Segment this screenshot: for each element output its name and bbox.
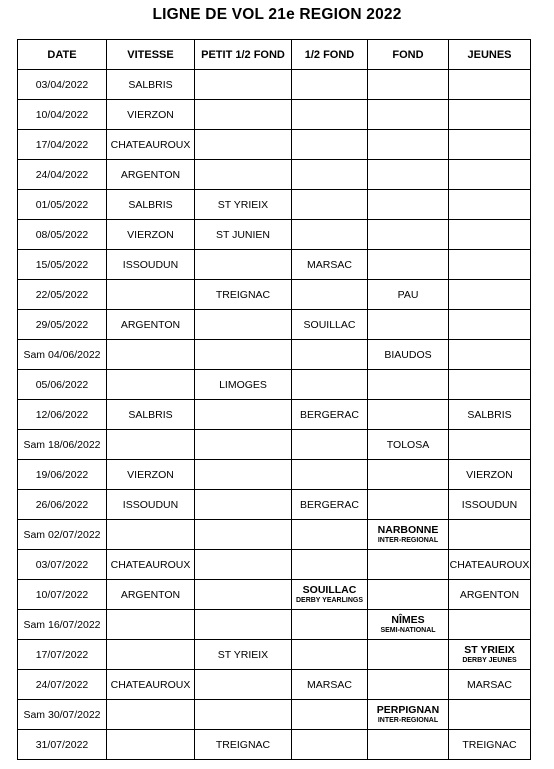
date-cell: Sam 02/07/2022 [18,520,107,550]
fond-cell [368,220,449,250]
vitesse-cell: CHATEAUROUX [107,670,195,700]
petit-demi-fond-cell [195,490,292,520]
demi-fond-cell: MARSAC [292,250,368,280]
jeunes-cell [449,70,531,100]
venue-name: PERPIGNAN [376,704,440,716]
demi-fond-cell [292,460,368,490]
column-header-date: DATE [18,40,107,70]
vitesse-cell [107,700,195,730]
demi-fond-cell [292,430,368,460]
jeunes-cell: CHATEAUROUX [449,550,531,580]
fond-cell [368,490,449,520]
jeunes-cell [449,190,531,220]
jeunes-cell [449,220,531,250]
date-cell: 29/05/2022 [18,310,107,340]
race-type-note: INTER-REGIONAL [377,537,439,544]
petit-demi-fond-cell: ST YRIEIX [195,640,292,670]
date-cell: Sam 18/06/2022 [18,430,107,460]
table-row [18,520,531,550]
column-header-jeunes: JEUNES [449,40,531,70]
venue-name: NARBONNE [377,524,439,536]
demi-fond-cell: BERGERAC [292,400,368,430]
column-header-petit-demi-fond: PETIT 1/2 FOND [195,40,292,70]
table-row [18,220,531,250]
vitesse-cell: ISSOUDUN [107,250,195,280]
date-cell: 10/04/2022 [18,100,107,130]
schedule-body [18,70,531,760]
demi-fond-cell [292,370,368,400]
demi-fond-cell [292,700,368,730]
jeunes-cell [449,520,531,550]
table-row [18,490,531,520]
petit-demi-fond-cell: TREIGNAC [195,730,292,760]
jeunes-cell [449,430,531,460]
fond-cell [368,160,449,190]
table-row [18,580,531,610]
fond-cell [368,190,449,220]
date-cell: 17/04/2022 [18,130,107,160]
vitesse-cell: CHATEAUROUX [107,130,195,160]
vitesse-cell [107,520,195,550]
jeunes-cell [449,130,531,160]
petit-demi-fond-cell: TREIGNAC [195,280,292,310]
demi-fond-cell [292,70,368,100]
fond-cell [368,460,449,490]
date-cell: 22/05/2022 [18,280,107,310]
fond-cell [368,130,449,160]
fond-cell [368,400,449,430]
date-cell: 17/07/2022 [18,640,107,670]
vitesse-cell: SALBRIS [107,400,195,430]
jeunes-cell [449,640,531,670]
vitesse-cell: ARGENTON [107,160,195,190]
vitesse-cell: VIERZON [107,100,195,130]
vitesse-cell: SALBRIS [107,190,195,220]
demi-fond-cell [292,730,368,760]
vitesse-cell [107,730,195,760]
petit-demi-fond-cell [195,700,292,730]
table-row [18,130,531,160]
table-row [18,370,531,400]
jeunes-cell [449,610,531,640]
demi-fond-cell [292,190,368,220]
table-row [18,70,531,100]
vitesse-cell: CHATEAUROUX [107,550,195,580]
demi-fond-cell [292,550,368,580]
demi-fond-cell [292,520,368,550]
venue-name: ST YRIEIX [464,644,515,656]
demi-fond-cell: SOUILLAC [292,310,368,340]
vitesse-cell: ARGENTON [107,310,195,340]
fond-cell [368,550,449,580]
demi-fond-cell [292,640,368,670]
vitesse-cell [107,640,195,670]
date-cell: 15/05/2022 [18,250,107,280]
venue-name: NÎMES [391,614,425,626]
fond-cell [368,640,449,670]
jeunes-cell [449,160,531,190]
petit-demi-fond-cell [195,460,292,490]
petit-demi-fond-cell [195,430,292,460]
jeunes-cell: ISSOUDUN [449,490,531,520]
fond-cell: TOLOSA [368,430,449,460]
petit-demi-fond-cell: ST YRIEIX [195,190,292,220]
jeunes-cell [449,310,531,340]
petit-demi-fond-cell [195,400,292,430]
table-row [18,160,531,190]
demi-fond-cell [292,280,368,310]
vitesse-cell: ISSOUDUN [107,490,195,520]
jeunes-cell [449,100,531,130]
header-row [18,40,531,70]
column-header-demi-fond: 1/2 FOND [292,40,368,70]
demi-fond-cell [292,130,368,160]
petit-demi-fond-cell [195,70,292,100]
date-cell: 03/07/2022 [18,550,107,580]
table-row [18,430,531,460]
race-type-note: DERBY JEUNES [462,657,517,664]
jeunes-cell: ARGENTON [449,580,531,610]
vitesse-cell: SALBRIS [107,70,195,100]
jeunes-cell [449,370,531,400]
jeunes-cell [449,340,531,370]
fond-cell [368,520,449,550]
petit-demi-fond-cell [195,610,292,640]
demi-fond-cell [292,220,368,250]
date-cell: 08/05/2022 [18,220,107,250]
jeunes-cell [449,280,531,310]
demi-fond-cell [292,100,368,130]
vitesse-cell [107,280,195,310]
fond-cell [368,70,449,100]
vitesse-cell [107,610,195,640]
fond-cell [368,670,449,700]
table-row [18,550,531,580]
table-row [18,190,531,220]
venue-name: SOUILLAC [302,584,357,596]
date-cell: 01/05/2022 [18,190,107,220]
petit-demi-fond-cell [195,670,292,700]
demi-fond-cell [292,340,368,370]
vitesse-cell: ARGENTON [107,580,195,610]
jeunes-cell [449,700,531,730]
petit-demi-fond-cell [195,520,292,550]
column-header-fond: FOND [368,40,449,70]
petit-demi-fond-cell [195,250,292,280]
demi-fond-cell [292,610,368,640]
date-cell: Sam 30/07/2022 [18,700,107,730]
fond-cell [368,610,449,640]
petit-demi-fond-cell [195,550,292,580]
table-row [18,670,531,700]
vitesse-cell [107,430,195,460]
table-row [18,100,531,130]
date-cell: Sam 04/06/2022 [18,340,107,370]
table-row [18,730,531,760]
date-cell: 24/04/2022 [18,160,107,190]
petit-demi-fond-cell [195,580,292,610]
petit-demi-fond-cell [195,310,292,340]
date-cell: 24/07/2022 [18,670,107,700]
column-header-vitesse: VITESSE [107,40,195,70]
petit-demi-fond-cell [195,340,292,370]
vitesse-cell [107,340,195,370]
petit-demi-fond-cell [195,130,292,160]
table-row [18,700,531,730]
flight-schedule-table [17,39,531,760]
date-cell: Sam 16/07/2022 [18,610,107,640]
vitesse-cell: VIERZON [107,460,195,490]
table-row [18,250,531,280]
page-title: LIGNE DE VOL 21e REGION 2022 [152,6,402,23]
petit-demi-fond-cell: LIMOGES [195,370,292,400]
fond-cell [368,730,449,760]
demi-fond-cell [292,160,368,190]
date-cell: 03/04/2022 [18,70,107,100]
table-row [18,460,531,490]
petit-demi-fond-cell [195,160,292,190]
jeunes-cell: SALBRIS [449,400,531,430]
date-cell: 19/06/2022 [18,460,107,490]
vitesse-cell: VIERZON [107,220,195,250]
fond-cell [368,370,449,400]
fond-cell [368,310,449,340]
jeunes-cell: VIERZON [449,460,531,490]
race-type-note: DERBY YEARLINGS [295,597,364,604]
demi-fond-cell [292,580,368,610]
jeunes-cell [449,250,531,280]
fond-cell [368,100,449,130]
date-cell: 26/06/2022 [18,490,107,520]
fond-cell [368,250,449,280]
table-row [18,610,531,640]
date-cell: 05/06/2022 [18,370,107,400]
petit-demi-fond-cell [195,100,292,130]
table-row [18,400,531,430]
date-cell: 31/07/2022 [18,730,107,760]
jeunes-cell: MARSAC [449,670,531,700]
table-row [18,340,531,370]
demi-fond-cell: MARSAC [292,670,368,700]
demi-fond-cell: BERGERAC [292,490,368,520]
fond-cell [368,580,449,610]
petit-demi-fond-cell: ST JUNIEN [195,220,292,250]
date-cell: 10/07/2022 [18,580,107,610]
table-row [18,640,531,670]
fond-cell: BIAUDOS [368,340,449,370]
fond-cell: PAU [368,280,449,310]
race-type-note: SEMI-NATIONAL [380,627,436,634]
vitesse-cell [107,370,195,400]
date-cell: 12/06/2022 [18,400,107,430]
race-type-note: INTER-REGIONAL [377,717,439,724]
jeunes-cell: TREIGNAC [449,730,531,760]
fond-cell [368,700,449,730]
table-row [18,280,531,310]
table-row [18,310,531,340]
